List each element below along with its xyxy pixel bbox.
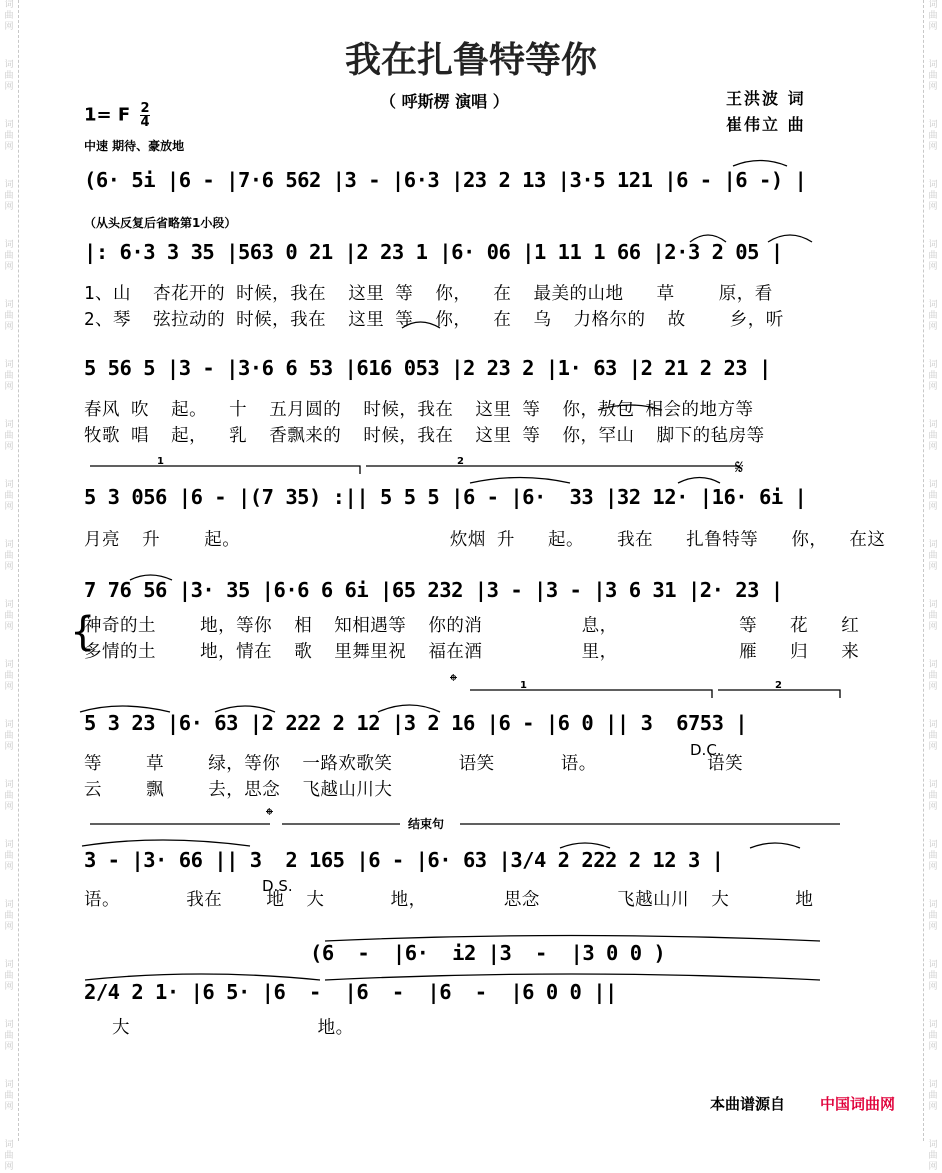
- source-label: 本曲谱源自: [710, 1095, 786, 1113]
- watermark-text: 词曲网: [928, 1080, 938, 1112]
- tempo-marking: 中速 期待、豪放地: [84, 139, 185, 153]
- watermark-text: 词曲网: [4, 780, 14, 812]
- song-title: 我在扎鲁特等你: [344, 40, 597, 81]
- time-sig-bottom: 4: [140, 115, 150, 130]
- slur: [678, 478, 720, 484]
- music-line-9: 2/4 2 1· |6 5· |6 - |6 - |6 - |6 0 0 ||: [84, 980, 617, 1004]
- lyric-line-5: 月亮 升 起。 炊烟 升 起。 我在 扎鲁特等 你， 在这: [84, 530, 886, 550]
- slur: [82, 840, 250, 846]
- volta-number-1b: 1: [520, 680, 527, 691]
- watermark-text: 词曲网: [928, 420, 938, 452]
- watermark-text: 词曲网: [4, 540, 14, 572]
- music-line-2: |: 6·3 3 35 |563 0 21 |2 23 1 |6· 06 |1 11 1 66 |2·3 2 05 |: [84, 240, 783, 264]
- watermark-text: 词曲网: [4, 0, 14, 32]
- repeat-note: （从头反复后省略第1小段）: [84, 216, 237, 230]
- music-line-1: (6· 5i |6 - |7·6 562 |3 - |6·3 |23 2 13 |3·5 121 |6 - |6 -) |: [84, 168, 807, 192]
- volta-number-2b: 2: [775, 680, 782, 691]
- watermark-text: 词曲网: [928, 0, 938, 32]
- lyric-brace: {: [70, 609, 96, 655]
- watermark-text: 词曲网: [928, 1140, 938, 1172]
- segno-sign: 𝄋: [735, 455, 744, 479]
- lyric-line-8: 等 草 绿，等你 一路欢歌笑 语笑 语。 语笑: [84, 754, 744, 774]
- time-sig-top: 2: [140, 101, 150, 116]
- watermark-text: 词曲网: [928, 360, 938, 392]
- lyric-line-9: 云 飘 去，思念 飞越山川大: [84, 780, 393, 800]
- coda-sign-2: 𝄌: [266, 803, 273, 827]
- watermark-text: 词曲网: [4, 240, 14, 272]
- music-line-7: 3 - |3· 66 || 3 2 165 |6 - |6· 63 |3/4 2 222 2 12 3 |: [84, 848, 724, 872]
- watermark-text: 词曲网: [4, 660, 14, 692]
- watermark-text: 词曲网: [928, 660, 938, 692]
- lyric-line-6: 神奇的土 地，等你 相 知相遇等 你的消 息， 等 花 红: [84, 616, 860, 636]
- slur: [750, 843, 800, 848]
- watermark-text: 词曲网: [928, 240, 938, 272]
- watermark-text: 词曲网: [4, 1080, 14, 1112]
- lyric-line-4: 牧歌 唱 起， 乳 香飘来的 时候，我在 这里 等 你，罕山 脚下的毡房等: [84, 426, 765, 446]
- music-line-8: (6 - |6· i2 |3 - |3 0 0 ): [310, 941, 666, 965]
- watermark-text: 词曲网: [928, 300, 938, 332]
- watermark-text: 词曲网: [4, 60, 14, 92]
- coda-sign: 𝄌: [450, 669, 457, 693]
- watermark-text: 词曲网: [928, 840, 938, 872]
- watermark-text: 词曲网: [4, 1020, 14, 1052]
- watermark-text: 词曲网: [4, 900, 14, 932]
- watermark-text: 词曲网: [4, 480, 14, 512]
- dc-marking: D.C.: [690, 741, 722, 759]
- ds-marking: D.S.: [262, 877, 293, 895]
- lyricist-credit: 王洪波 词: [726, 89, 806, 108]
- performer: （ 呼斯楞 演唱 ）: [380, 92, 509, 111]
- key-label: 1= F: [84, 104, 131, 126]
- volta-bracket-1b: [470, 690, 712, 698]
- music-line-4: 5 3 056 |6 - |(7 35) :|| 5 5 5 |6 - |6· 33 |32 12· |16· 6i |: [84, 485, 807, 509]
- watermark-text: 词曲网: [928, 780, 938, 812]
- watermark-text: 词曲网: [928, 60, 938, 92]
- watermark-text: 词曲网: [928, 900, 938, 932]
- watermark-text: 词曲网: [928, 1020, 938, 1052]
- watermark-text: 词曲网: [4, 360, 14, 392]
- music-line-3: 5 56 5 |3 - |3·6 6 53 |616 053 |2 23 2 |1· 63 |2 21 2 23 |: [84, 356, 771, 380]
- slur: [733, 161, 787, 167]
- volta-bracket-1: [90, 466, 360, 474]
- lyric-line-11: 大 地。: [112, 1018, 354, 1038]
- watermark-text: 词曲网: [4, 300, 14, 332]
- watermark-text: 词曲网: [928, 960, 938, 992]
- music-line-6: 5 3 23 |6· 63 |2 222 2 12 |3 2 16 |6 - |6 0 || 3 6753 |: [84, 711, 748, 735]
- watermark-text: 词曲网: [4, 1140, 14, 1172]
- lyric-line-1: 1、山 杏花开的 时候，我在 这里 等 你， 在 最美的山地 草 原，看: [84, 284, 773, 304]
- watermark-text: 词曲网: [928, 120, 938, 152]
- lyric-line-2: 2、琴 弦拉动的 时候，我在 这里 等 你， 在 乌 力格尔的 故 乡，听: [84, 310, 784, 330]
- lyric-line-10: 语。 我在 地 大 地， 思念 飞越山川 大 地: [84, 890, 814, 910]
- source-site-link[interactable]: 中国词曲网: [820, 1095, 896, 1113]
- volta-number-1: 1: [157, 456, 164, 467]
- ending-phrase-label: 结束句: [408, 817, 445, 831]
- volta-number-2: 2: [457, 456, 464, 467]
- watermark-text: 词曲网: [928, 720, 938, 752]
- watermark-text: 词曲网: [4, 720, 14, 752]
- watermark-text: 词曲网: [4, 600, 14, 632]
- watermark-text: 词曲网: [928, 540, 938, 572]
- watermark-text: 词曲网: [4, 420, 14, 452]
- slur: [470, 478, 570, 484]
- watermark-text: 词曲网: [4, 960, 14, 992]
- watermark-text: 词曲网: [4, 840, 14, 872]
- watermark-text: 词曲网: [4, 180, 14, 212]
- composer-credit: 崔伟立 曲: [726, 115, 806, 134]
- lyric-line-3: 春风 吹 起。 十 五月圆的 时候，我在 这里 等 你，敖包 相会的地方等: [84, 400, 754, 420]
- volta-bracket-2b: [718, 690, 840, 698]
- watermark-text: 词曲网: [928, 180, 938, 212]
- watermark-text: 词曲网: [4, 120, 14, 152]
- lyric-line-7: 多情的土 地，情在 歌 里舞里祝 福在酒 里， 雁 归 来: [84, 642, 860, 662]
- music-line-5: 7 76 56 |3· 35 |6·6 6 6i |65 232 |3 - |3 - |3 6 31 |2· 23 |: [84, 578, 783, 602]
- watermark-text: 词曲网: [928, 480, 938, 512]
- watermark-text: 词曲网: [928, 600, 938, 632]
